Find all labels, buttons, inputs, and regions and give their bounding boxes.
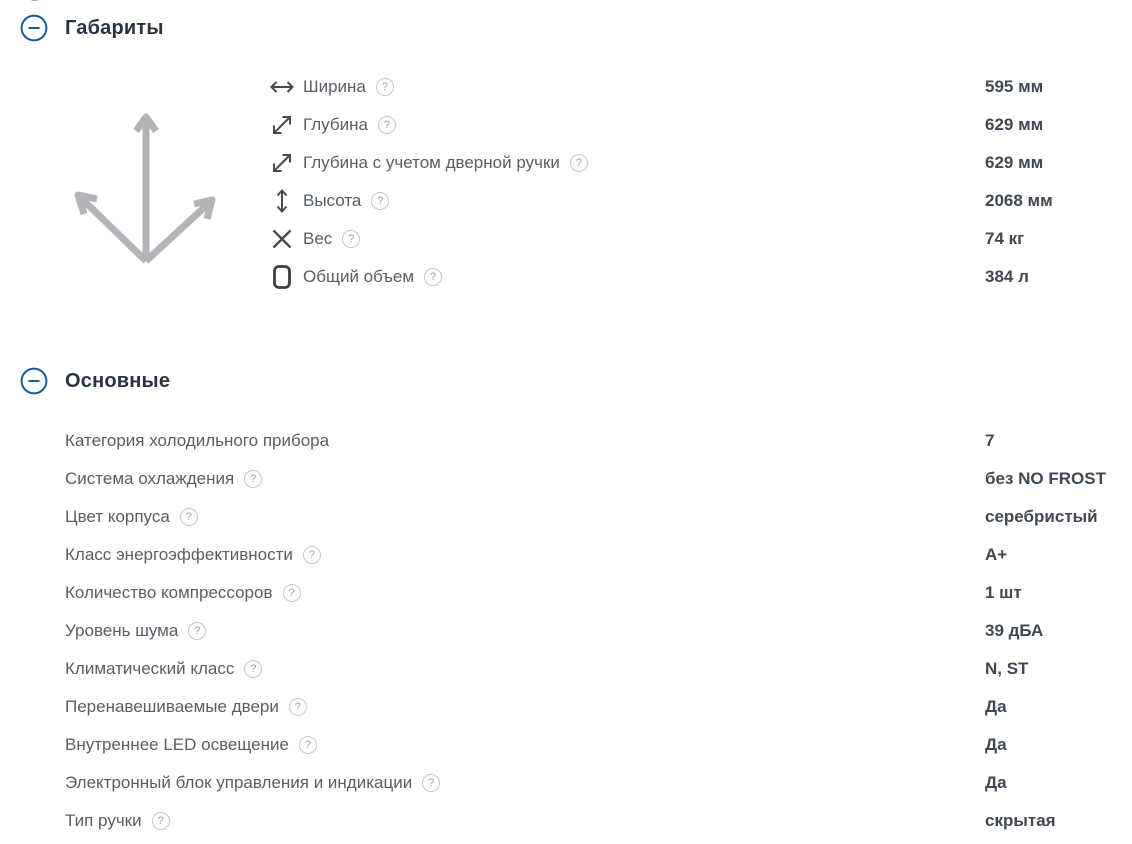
spec-value: 595 мм (985, 77, 1044, 96)
help-icon[interactable]: ? (376, 78, 394, 96)
spec-row-volume (268, 258, 1132, 296)
spec-label: Вес (303, 229, 333, 248)
spec-row-noise-level (0, 612, 1132, 650)
weight-cross-icon (268, 225, 296, 253)
section-main-header[interactable] (20, 367, 1132, 395)
spec-value: Да (985, 773, 1007, 792)
spec-value: 39 дБА (985, 621, 1044, 640)
section-dimensions-header[interactable] (20, 0, 1132, 42)
section-main (0, 367, 1132, 840)
spec-label: Высота (303, 191, 362, 210)
spec-row-compressors (0, 574, 1132, 612)
help-icon[interactable]: ? (289, 698, 307, 716)
help-icon[interactable]: ? (424, 268, 442, 286)
spec-value: 629 мм (985, 153, 1044, 172)
spec-label: Ширина (303, 77, 366, 96)
spec-row-height (268, 182, 1132, 220)
help-icon[interactable]: ? (342, 230, 360, 248)
width-arrow-icon (268, 73, 296, 101)
spec-row-climate-class (0, 650, 1132, 688)
spec-value: N, ST (985, 659, 1029, 678)
volume-box-icon (268, 263, 296, 291)
spec-value: A+ (985, 545, 1008, 564)
spec-value: 384 л (985, 267, 1029, 286)
spec-label: Климатический класс (65, 659, 235, 678)
help-icon[interactable]: ? (303, 546, 321, 564)
collapse-minus-icon[interactable] (20, 14, 48, 42)
spec-label: Глубина с учетом дверной ручки (303, 153, 560, 172)
spec-value: Да (985, 735, 1007, 754)
spec-row-led-lighting (0, 726, 1132, 764)
dimensions-rows (268, 68, 1132, 296)
spec-value: 1 шт (985, 583, 1022, 602)
spec-value: Да (985, 697, 1007, 716)
spec-label: Система охлаждения (65, 469, 235, 488)
spec-label: Внутреннее LED освещение (65, 735, 289, 754)
collapse-minus-icon[interactable] (20, 367, 48, 395)
help-icon[interactable]: ? (244, 470, 262, 488)
help-icon[interactable]: ? (299, 736, 317, 754)
help-icon[interactable]: ? (180, 508, 198, 526)
spec-value: 629 мм (985, 115, 1044, 134)
spec-row-depth (268, 106, 1132, 144)
spec-row-control-unit (0, 764, 1132, 802)
spec-label: Количество компрессоров (65, 583, 273, 602)
spec-label: Электронный блок управления и индикации (65, 773, 413, 792)
help-icon[interactable]: ? (371, 192, 389, 210)
spec-value: 74 кг (985, 229, 1025, 248)
height-arrow-icon (268, 187, 296, 215)
spec-row-depth-with-handle (268, 144, 1132, 182)
spec-value: без NO FROST (985, 469, 1106, 488)
depth-diagonal-arrow-icon (268, 111, 296, 139)
section-title: Основные (65, 369, 171, 392)
spec-value: 7 (985, 431, 995, 450)
spec-value: скрытая (985, 811, 1056, 830)
spec-label: Перенавешиваемые двери (65, 697, 279, 716)
dimensions-body (0, 68, 1132, 296)
help-icon[interactable]: ? (570, 154, 588, 172)
spec-label: Цвет корпуса (65, 507, 170, 526)
spec-row-width (268, 68, 1132, 106)
section-title: Габариты (65, 16, 164, 39)
depth-diagonal-arrow-icon (268, 149, 296, 177)
help-icon[interactable]: ? (244, 660, 262, 678)
dimensions-3d-axes-icon (0, 68, 268, 296)
spec-row-category (0, 422, 1132, 460)
spec-row-weight (268, 220, 1132, 258)
help-icon[interactable]: ? (283, 584, 301, 602)
spec-row-cooling-system (0, 460, 1132, 498)
section-dimensions (0, 0, 1132, 296)
spec-row-reversible-doors (0, 688, 1132, 726)
spec-label: Общий объем (303, 267, 415, 286)
spec-value: 2068 мм (985, 191, 1053, 210)
help-icon[interactable]: ? (378, 116, 396, 134)
spec-label: Уровень шума (65, 621, 179, 640)
spec-row-energy-class (0, 536, 1132, 574)
help-icon[interactable]: ? (152, 812, 170, 830)
spec-row-body-color (0, 498, 1132, 536)
help-icon[interactable]: ? (188, 622, 206, 640)
spec-label: Класс энергоэффективности (65, 545, 293, 564)
main-rows (0, 422, 1132, 840)
help-icon[interactable]: ? (422, 774, 440, 792)
spec-label: Глубина (303, 115, 368, 134)
spec-label: Тип ручки (65, 811, 142, 830)
spec-value: серебристый (985, 507, 1098, 526)
spec-row-handle-type (0, 802, 1132, 840)
spec-label: Категория холодильного прибора (65, 431, 330, 450)
